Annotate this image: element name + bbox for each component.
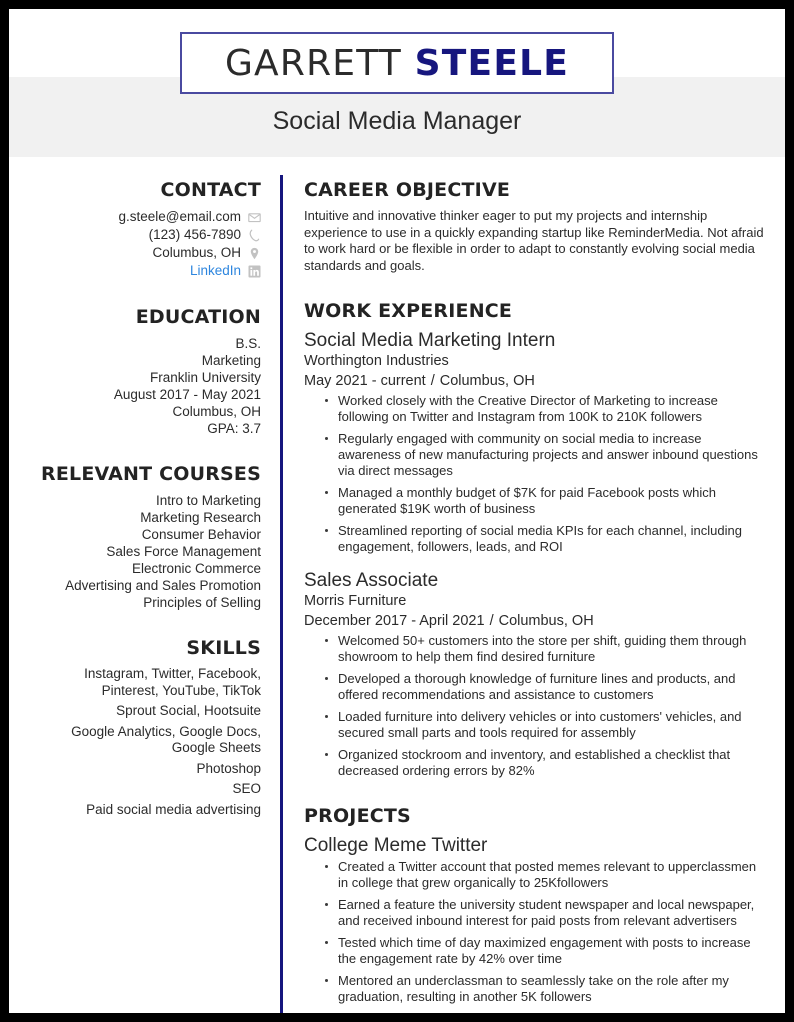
map-pin-icon [248,247,261,260]
contact-item-linkedin[interactable] [31,262,261,280]
full-name [225,43,569,84]
resume-page [9,9,785,1013]
job-bullet-list [304,393,766,555]
name-box [180,32,614,94]
section-heading-objective: CAREER OBJECTIVE [304,179,511,201]
job-bullet: Loaded furniture into delivery vehicles or into customers' vehicles, and secured small parts and tools required for assembly [338,709,766,741]
envelope-icon [248,211,261,224]
skill-item: Sprout Social, Hootsuite [116,703,261,718]
contact-item-email[interactable] [31,208,261,226]
phone-icon [248,229,261,242]
job-meta [304,371,766,391]
section-heading-education: EDUCATION [135,306,261,328]
meta-separator: / [489,613,494,629]
job-bullet: Organized stockroom and inventory, and established a checklist that decreased ordering errors by 82% [338,747,766,779]
job-bullet: Streamlined reporting of social media KPIs for each channel, including engagement, followers, leads, and ROI [338,523,766,555]
contact-item-location [31,244,261,262]
job-company: Worthington Industries [304,353,449,369]
education-line: Franklin University [149,370,261,385]
column-divider [280,175,283,1013]
job-role: Social Media Marketing Intern [304,330,556,351]
project-bullet: Mentored an underclassman to seamlessly take on the role after my graduation, resulting in another 5K followers [338,973,766,1005]
education-line: Columbus, OH [172,404,261,419]
education-line: GPA: 3.7 [207,421,261,436]
project-entry [304,834,766,1005]
job-bullet: Developed a thorough knowledge of furniture lines and products, and offered recommendations and assistance to customers [338,671,766,703]
course-item: Consumer Behavior [141,527,261,542]
section-heading-projects: PROJECTS [304,805,411,827]
job-bullet: Worked closely with the Creative Director of Marketing to increase following on Twitter and Instagram from 100K to 210K followers [338,393,766,425]
job-bullet: Regularly engaged with community on social media to increase awareness of new manufacturing projects and answer inbound questions via direct messages [338,431,766,479]
work-entry [304,329,766,555]
main-column [304,179,766,1011]
education-line: Marketing [201,353,261,368]
skill-item: Instagram, Twitter, Facebook, Pinterest, YouTube, TikTok [84,666,261,698]
job-title: Social Media Manager [272,107,522,135]
last-name: STEELE [414,42,570,84]
course-item: Principles of Selling [143,595,261,610]
education-line: B.S. [235,336,261,351]
section-heading-contact: CONTACT [160,179,261,201]
project-bullet: Created a Twitter account that posted memes relevant to upperclassmen in college that grew organically to 25Kfollowers [338,859,766,891]
job-bullet-list [304,633,766,779]
job-company: Morris Furniture [304,593,407,609]
sidebar-column [31,179,261,822]
first-name: GARRETT [224,42,402,84]
section-heading-skills: SKILLS [186,637,261,659]
job-dates: May 2021 - current [304,373,426,389]
job-dates: December 2017 - April 2021 [304,613,485,629]
project-bullet: Tested which time of day maximized engagement with posts to increase the engagement rate by 42% over time [338,935,766,967]
course-item: Advertising and Sales Promotion [65,578,261,593]
meta-separator: / [430,373,435,389]
project-bullet-list [304,859,766,1005]
project-title: College Meme Twitter [304,835,488,856]
section-heading-work: WORK EXPERIENCE [304,300,513,322]
objective-text: Intuitive and innovative thinker eager to put my projects and internship experience to use in a quickly expanding startup like ReminderMedia. Not afraid to work hard or be flexible in order to adapt to constantly evolving social media standards and goals. [304,208,764,273]
course-item: Intro to Marketing [155,493,261,508]
work-entry [304,569,766,779]
job-location: Columbus, OH [439,373,535,389]
job-location: Columbus, OH [498,613,594,629]
contact-location-text: Columbus, OH [152,245,241,260]
job-bullet: Managed a monthly budget of $7K for paid Facebook posts which generated $19K worth of business [338,485,766,517]
course-item: Electronic Commerce [131,561,261,576]
course-item: Sales Force Management [106,544,261,559]
skill-item: SEO [232,781,261,796]
contact-item-phone[interactable] [31,226,261,244]
job-role: Sales Associate [304,570,439,591]
job-bullet: Welcomed 50+ customers into the store per shift, guiding them through showroom to help them find desired furniture [338,633,766,665]
contact-phone-text: (123) 456-7890 [148,227,241,242]
section-heading-courses: RELEVANT COURSES [41,463,261,485]
skill-item: Paid social media advertising [86,801,261,817]
job-meta [304,611,766,631]
skill-item: Photoshop [196,760,261,776]
course-item: Marketing Research [140,510,261,525]
contact-linkedin-text: LinkedIn [189,263,241,278]
contact-email-text: g.steele@email.com [118,209,241,224]
linkedin-icon [248,265,261,278]
project-bullet: Earned a feature the university student newspaper and local newspaper, and received inbound interest for paid posts from relevant advertisers [338,897,766,929]
skill-item: Google Analytics, Google Docs, Google Sheets [71,723,261,755]
education-line: August 2017 - May 2021 [113,387,261,402]
